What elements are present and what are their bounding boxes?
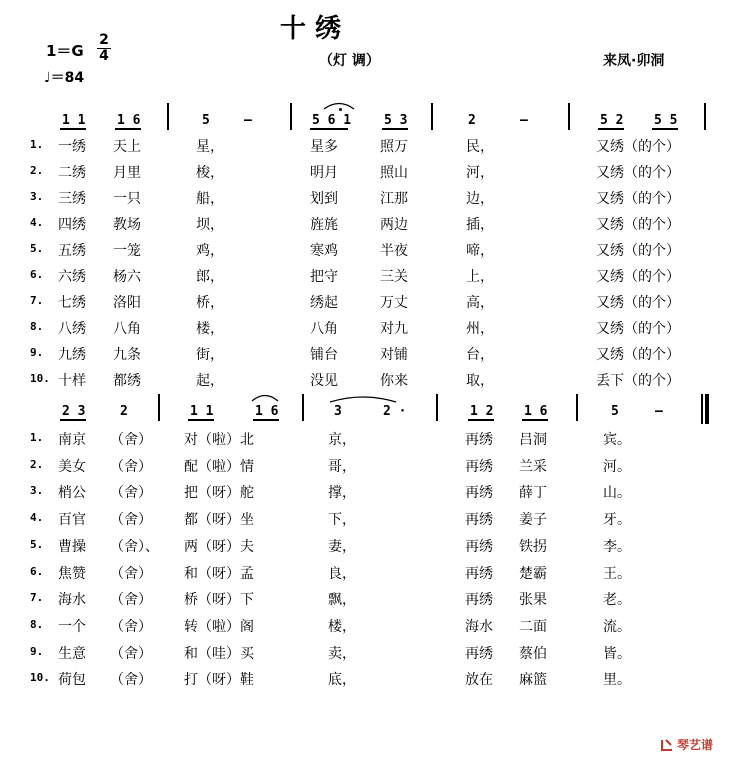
slur bbox=[250, 390, 280, 402]
lyric-cell: 流。 bbox=[603, 618, 631, 635]
lyric-cell: 对九 bbox=[380, 321, 408, 337]
lyric-cell: 把守 bbox=[310, 269, 338, 285]
lyric-cell: 再绣 bbox=[465, 432, 493, 448]
verse-number: 10. bbox=[30, 372, 50, 385]
lyric-cell: 美女 bbox=[58, 458, 86, 475]
lyric-cell: 对铺 bbox=[380, 347, 408, 363]
lyric-cell: 麻篮 bbox=[519, 672, 547, 689]
bar-line bbox=[158, 394, 160, 421]
verse-number: 2. bbox=[30, 164, 44, 177]
lyric-cell: 三关 bbox=[380, 269, 408, 285]
lyric-cell: 海水 bbox=[465, 618, 493, 635]
lyric-cell: 梭， bbox=[196, 165, 224, 181]
verse-number: 10. bbox=[30, 671, 50, 685]
note-group: 5 6 1 bbox=[312, 113, 352, 128]
tempo-mark: ♩＝84 bbox=[44, 70, 85, 86]
lyric-cell: 三绣 bbox=[58, 191, 86, 207]
lyric-cell: 张果 bbox=[519, 592, 547, 609]
author-credit: 来凤·卯洞 bbox=[603, 53, 665, 69]
lyric-cell: （舍） bbox=[110, 565, 152, 582]
note-group: 1 1 bbox=[190, 404, 214, 419]
lyric-cell: 杨六 bbox=[113, 269, 141, 285]
final-bar-thin bbox=[701, 394, 703, 424]
lyric-cell: 梢公 bbox=[58, 485, 86, 502]
lyric-cell: （舍） bbox=[110, 618, 152, 635]
lyric-cell: 老。 bbox=[603, 592, 631, 609]
lyric-cell: 江那 bbox=[380, 191, 408, 207]
note-group: 5 2 bbox=[600, 113, 624, 128]
bar-line bbox=[436, 394, 438, 421]
lyric-cell: 照山 bbox=[380, 165, 408, 181]
lyric-cell: 民， bbox=[466, 139, 494, 155]
lyric-cell: 飘， bbox=[328, 592, 356, 609]
lyric-cell: 丢下（的个） bbox=[596, 373, 680, 389]
lyric-cell: 下， bbox=[328, 512, 356, 529]
lyric-cell: 台， bbox=[466, 347, 494, 363]
note-group: 5 5 bbox=[654, 113, 678, 128]
lyric-cell: 南京 bbox=[58, 432, 86, 448]
lyric-cell: 你来 bbox=[380, 373, 408, 389]
watermark bbox=[660, 736, 713, 753]
lyric-cell: 配（啦）情 bbox=[184, 458, 254, 475]
lyric-cell: 州， bbox=[466, 321, 494, 337]
note-group: — bbox=[520, 113, 528, 128]
lyric-cell: 薛丁 bbox=[519, 485, 547, 502]
verse-number: 2. bbox=[30, 457, 44, 471]
watermark-text: 琴艺谱 bbox=[677, 738, 714, 752]
lyric-cell: 再绣 bbox=[465, 565, 493, 582]
tie bbox=[328, 392, 398, 404]
lyric-cell: 十样 bbox=[58, 373, 86, 389]
lyric-cell: 焦赞 bbox=[58, 565, 86, 582]
note-group: 2 bbox=[120, 404, 128, 419]
lyric-cell: 两边 bbox=[380, 217, 408, 233]
bar-line bbox=[167, 103, 169, 130]
lyric-cell: 啼， bbox=[466, 243, 494, 259]
verse-number: 5. bbox=[30, 537, 44, 551]
note-group: 2 bbox=[468, 113, 476, 128]
lyric-cell: 坝， bbox=[196, 217, 224, 233]
lyric-cell: （舍） bbox=[110, 458, 152, 475]
note-group: 1 6 bbox=[255, 404, 279, 419]
note-group: 1 6 bbox=[524, 404, 548, 419]
lyric-cell: 高， bbox=[466, 295, 494, 311]
lyric-cell: 底， bbox=[328, 672, 356, 689]
lyric-cell: 山。 bbox=[603, 485, 631, 502]
note-group: — bbox=[244, 113, 252, 128]
lyric-cell: 转（啦）阁 bbox=[184, 618, 254, 635]
lyric-cell: 都绣 bbox=[113, 373, 141, 389]
lyric-cell: 蔡伯 bbox=[519, 645, 547, 662]
watermark-logo-icon bbox=[660, 738, 674, 752]
lyric-cell: 楚霸 bbox=[519, 565, 547, 582]
lyric-cell: 四绣 bbox=[58, 217, 86, 233]
lyric-cell: 起， bbox=[196, 373, 224, 389]
lyric-cell: 曹操 bbox=[58, 538, 86, 555]
lyric-cell: 五绣 bbox=[58, 243, 86, 259]
lyric-cell: 打（呀）鞋 bbox=[184, 672, 254, 689]
lyric-cell: 和（呀）孟 bbox=[184, 565, 254, 582]
lyric-cell: 一绣 bbox=[58, 139, 86, 155]
verse-number: 6. bbox=[30, 268, 44, 281]
lyric-cell: 把（呀）舵 bbox=[184, 485, 254, 502]
time-bottom: 4 bbox=[99, 48, 109, 64]
beam bbox=[115, 128, 141, 130]
lyric-cell: 又绣（的个） bbox=[596, 269, 680, 285]
verse-number: 5. bbox=[30, 242, 44, 255]
lyric-cell: 没见 bbox=[310, 373, 338, 389]
verse-number: 4. bbox=[30, 511, 44, 525]
lyric-cell: 再绣 bbox=[465, 485, 493, 502]
verse-number: 1. bbox=[30, 138, 44, 151]
beam bbox=[188, 419, 214, 421]
lyric-cell: 二绣 bbox=[58, 165, 86, 181]
lyric-cell: 月里 bbox=[113, 165, 141, 181]
lyric-cell: 李。 bbox=[603, 538, 631, 555]
lyric-cell: 都（呀）坐 bbox=[184, 512, 254, 529]
beam bbox=[652, 128, 678, 130]
lyric-cell: 牙。 bbox=[603, 512, 631, 529]
lyric-cell: 划到 bbox=[310, 191, 338, 207]
lyric-cell: （舍） bbox=[110, 512, 152, 529]
note-group: 5 3 bbox=[384, 113, 408, 128]
lyric-cell: 宾。 bbox=[603, 432, 631, 448]
lyric-cell: 妻， bbox=[328, 538, 356, 555]
lyric-cell: 星多 bbox=[310, 139, 338, 155]
verse-number: 7. bbox=[30, 591, 44, 605]
lyric-cell: 又绣（的个） bbox=[596, 243, 680, 259]
lyric-cell: 京， bbox=[328, 432, 356, 448]
key-signature bbox=[46, 40, 84, 61]
lyric-cell: 海水 bbox=[58, 592, 86, 609]
lyric-cell: 星， bbox=[196, 139, 224, 155]
song-title: 十 绣 bbox=[280, 14, 342, 44]
lyric-cell: 船， bbox=[196, 191, 224, 207]
lyric-cell: 又绣（的个） bbox=[596, 139, 680, 155]
lyric-cell: 鸡， bbox=[196, 243, 224, 259]
beam bbox=[382, 128, 408, 130]
lyric-cell: 又绣（的个） bbox=[596, 321, 680, 337]
beam bbox=[253, 419, 279, 421]
verse-number: 8. bbox=[30, 617, 44, 631]
final-bar-thick bbox=[705, 394, 709, 424]
verse-number: 6. bbox=[30, 564, 44, 578]
bar-line bbox=[431, 103, 433, 130]
lyric-cell: 再绣 bbox=[465, 592, 493, 609]
lyric-cell: 对（啦）北 bbox=[184, 432, 254, 448]
lyric-cell: 又绣（的个） bbox=[596, 295, 680, 311]
lyric-cell: 吕洞 bbox=[519, 432, 547, 448]
lyric-cell: 又绣（的个） bbox=[596, 347, 680, 363]
lyric-cell: 万丈 bbox=[380, 295, 408, 311]
lyric-cell: 一只 bbox=[113, 191, 141, 207]
bar-line bbox=[704, 103, 706, 130]
lyric-cell: 街， bbox=[196, 347, 224, 363]
note-group: 2 · bbox=[383, 404, 407, 419]
lyric-cell: 插， bbox=[466, 217, 494, 233]
bar-line bbox=[302, 394, 304, 421]
bar-line bbox=[576, 394, 578, 421]
lyric-cell: 旌旄 bbox=[310, 217, 338, 233]
lyric-cell: （舍） bbox=[110, 645, 152, 662]
lyric-cell: 教场 bbox=[113, 217, 141, 233]
beam bbox=[60, 419, 86, 421]
lyric-cell: 卖， bbox=[328, 645, 356, 662]
verse-number: 7. bbox=[30, 294, 44, 307]
beam bbox=[310, 128, 348, 130]
lyric-cell: 良， bbox=[328, 565, 356, 582]
lyric-cell: 楼， bbox=[196, 321, 224, 337]
lyric-cell: 七绣 bbox=[58, 295, 86, 311]
lyric-cell: 寒鸡 bbox=[310, 243, 338, 259]
verse-number: 9. bbox=[30, 346, 44, 359]
lyric-cell: 一个 bbox=[58, 618, 86, 635]
key-prefix: 1＝G bbox=[46, 42, 84, 60]
lyric-cell: 郎， bbox=[196, 269, 224, 285]
lyric-cell: 九条 bbox=[113, 347, 141, 363]
lyric-cell: 明月 bbox=[310, 165, 338, 181]
lyric-cell: 照万 bbox=[380, 139, 408, 155]
note-group: 3 bbox=[334, 404, 342, 419]
verse-number: 8. bbox=[30, 320, 44, 333]
lyric-cell: 楼， bbox=[328, 618, 356, 635]
note-group: — bbox=[655, 404, 663, 419]
bar-line bbox=[290, 103, 292, 130]
verse-number: 4. bbox=[30, 216, 44, 229]
beam bbox=[522, 419, 548, 421]
beam bbox=[468, 419, 494, 421]
lyric-cell: （舍）、 bbox=[110, 538, 159, 555]
lyric-cell: 天上 bbox=[113, 139, 141, 155]
lyric-cell: 铁拐 bbox=[519, 538, 547, 555]
lyric-cell: 又绣（的个） bbox=[596, 217, 680, 233]
lyric-cell: 九绣 bbox=[58, 347, 86, 363]
lyric-cell: 二面 bbox=[519, 618, 547, 635]
lyric-cell: 取， bbox=[466, 373, 494, 389]
verse-number: 3. bbox=[30, 190, 44, 203]
lyric-cell: 两（呀）夫 bbox=[184, 538, 254, 555]
lyric-cell: （舍） bbox=[110, 592, 152, 609]
lyric-cell: 兰采 bbox=[519, 458, 547, 475]
lyric-cell: 桥， bbox=[196, 295, 224, 311]
note-group: 2 3 bbox=[62, 404, 86, 419]
lyric-cell: 再绣 bbox=[465, 645, 493, 662]
lyric-cell: 再绣 bbox=[465, 512, 493, 529]
lyric-cell: 半夜 bbox=[380, 243, 408, 259]
lyric-cell: （舍） bbox=[110, 485, 152, 502]
lyric-cell: 桥（呀）下 bbox=[184, 592, 254, 609]
lyric-cell: 八角 bbox=[310, 321, 338, 337]
lyric-cell: 八绣 bbox=[58, 321, 86, 337]
lyric-cell: 哥， bbox=[328, 458, 356, 475]
lyric-cell: 六绣 bbox=[58, 269, 86, 285]
note-group: 5 bbox=[202, 113, 210, 128]
lyric-cell: 和（哇）买 bbox=[184, 645, 254, 662]
lyric-cell: （舍） bbox=[110, 672, 152, 689]
subtitle: （灯 调） bbox=[319, 53, 380, 69]
note-group: 5 bbox=[611, 404, 619, 419]
lyric-cell: 铺台 bbox=[310, 347, 338, 363]
bar-line bbox=[568, 103, 570, 130]
lyric-cell: 河。 bbox=[603, 458, 631, 475]
verse-number: 9. bbox=[30, 644, 44, 658]
time-signature bbox=[97, 33, 111, 64]
lyric-cell: 荷包 bbox=[58, 672, 86, 689]
slur bbox=[322, 98, 356, 110]
note-group: 1 6 bbox=[117, 113, 141, 128]
lyric-cell: 姜子 bbox=[519, 512, 547, 529]
note-group: 1 1 bbox=[62, 113, 86, 128]
beam bbox=[60, 128, 86, 130]
lyric-cell: 放在 bbox=[465, 672, 493, 689]
lyric-cell: 洛阳 bbox=[113, 295, 141, 311]
verse-number: 1. bbox=[30, 431, 44, 444]
note-group: 1 2 bbox=[470, 404, 494, 419]
lyric-cell: 又绣（的个） bbox=[596, 165, 680, 181]
lyric-cell: 八角 bbox=[113, 321, 141, 337]
lyric-cell: 绣起 bbox=[310, 295, 338, 311]
lyric-cell: 又绣（的个） bbox=[596, 191, 680, 207]
lyric-cell: 撑， bbox=[328, 485, 356, 502]
lyric-cell: 百官 bbox=[58, 512, 86, 529]
lyric-cell: 边， bbox=[466, 191, 494, 207]
lyric-cell: 再绣 bbox=[465, 458, 493, 475]
lyric-cell: 一笼 bbox=[113, 243, 141, 259]
lyric-cell: 河， bbox=[466, 165, 494, 181]
lyric-cell: 生意 bbox=[58, 645, 86, 662]
lyric-cell: 王。 bbox=[603, 565, 631, 582]
lyric-cell: （舍） bbox=[110, 432, 152, 448]
lyric-cell: 里。 bbox=[603, 672, 631, 689]
verse-number: 3. bbox=[30, 484, 44, 498]
time-top: 2 bbox=[97, 33, 111, 49]
lyric-cell: 上， bbox=[466, 269, 494, 285]
lyric-cell: 皆。 bbox=[603, 645, 631, 662]
lyric-cell: 再绣 bbox=[465, 538, 493, 555]
beam bbox=[598, 128, 624, 130]
